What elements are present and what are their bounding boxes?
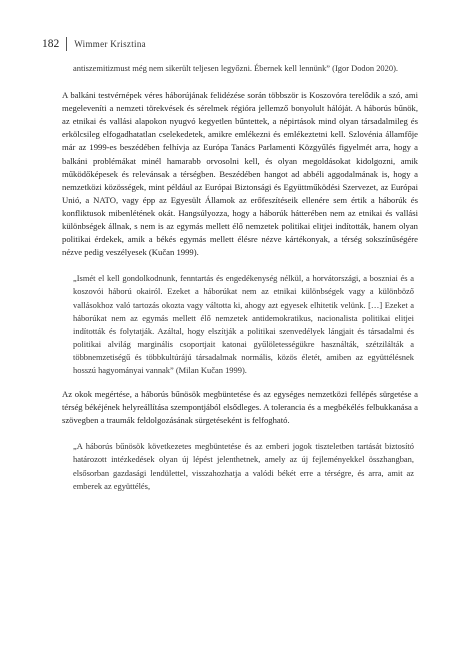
block-quote: „Ismét el kell gondolkodnunk, fenntartás és engedékenység nélkül, a horvátországi, a boszniai és a koszovói háború okairól. Ezeket a háborúkat nem az etnikai különbségek vagy a különböző vallásokhoz való tartozás okozta vagy váltotta ki, ahogy azt egyesek elhitetik velünk. […] Ezeket a háborúkat nem az egymás mellett élő nemzetek antidemokratikus, nacionalista politikai elitjei indították és folytatják. Azáltal, hogy elszítják a politikai szenvedélyek lángjait és társadalmi és politikai alvilág marginális csoportjait katonai gyűlöletességükre használták, szétzilálták a többnemzetiségű és többkultúrájú társadalmak normális, közös életét, amiben az együttélésnek hosszú hagyományai vannak” (Milan Kučan 1999). xyxy=(73,273,414,375)
body-paragraph: A balkáni testvérnépek véres háborújának felidézése során többször is Koszovóra terelődik a szó, ami megeleveníti a nemzeti törekvések és sérelmek régióra jellemző bonyolult hálóját. A háborús bűnök, az etnikai és vallási alapokon nyugvó kegyetlen bűntettek, a népirtások mind olyan társadalmileg és erkölcsileg elfogadhatatlan cselekedetek, amikre emlékezni és emlékeztetni kell. Szlovénia államfője már az 1999-es beszédében felhívja az Európa Tanács Parlamenti Közgyűlés figyelmét arra, hogy a balkáni problémákat minél hamarabb orvosolni kell, és olyan megoldásokat kidolgozni, amik működőképesek és relevánsak a térségben. Beszédében hangot ad abbéli aggodalmának is, hogy a nemzetközi közösségek, mint például az Európai Biztonsági és Együttműködési Szervezet, az Európai Unió, a NATO, vagy épp az Egyesült Államok az erőfeszítéseik ellenére sem értik a háborúk és konfliktusok mibenlétének okát. Hangsúlyozza, hogy a háborúk hátterében nem az etnikai és vallási különbségek állnak, s nem is az egymás mellett élő nemzetek politikai elitjei indították, hanem olyan politikai érdekek, amik a békés egymás mellett élésre nézve kártékonyak, a térség sokszínűségére nézve pedig veszélyesek (Kučan 1999). xyxy=(62,90,418,258)
body-paragraph: Az okok megértése, a háborús bűnösök megbüntetése és az egységes nemzetközi fellépés sürgetése a térség békéjének helyreállítása szempontjából elsődleges. A tolerancia és a megbékélés felbukkanása a szövegben a traumák feldolgozásának sürgetéseként is felfogható. xyxy=(62,389,418,426)
page-number: 182 xyxy=(42,38,60,50)
author-running-head: Wimmer Krisztina xyxy=(74,39,146,49)
page-body xyxy=(62,62,418,493)
block-quote-continuation: antiszemitizmust még nem sikerült teljesen legyőzni. Ébernek kell lennünk” (Igor Dodon 2020). xyxy=(73,63,398,73)
running-header xyxy=(42,36,426,52)
block-quote: „A háborús bűnösök következetes megbüntetése és az emberi jogok tiszteletben tartását biztosító határozott intézkedések olyan új lépést jelenthetnek, amely az új fejleményekkel összhangban, elsősorban gazdasági lendülettel, visszahozhatja a valódi békét erre a térségre, és arra, amit az emberek az együttélés, xyxy=(73,441,414,491)
